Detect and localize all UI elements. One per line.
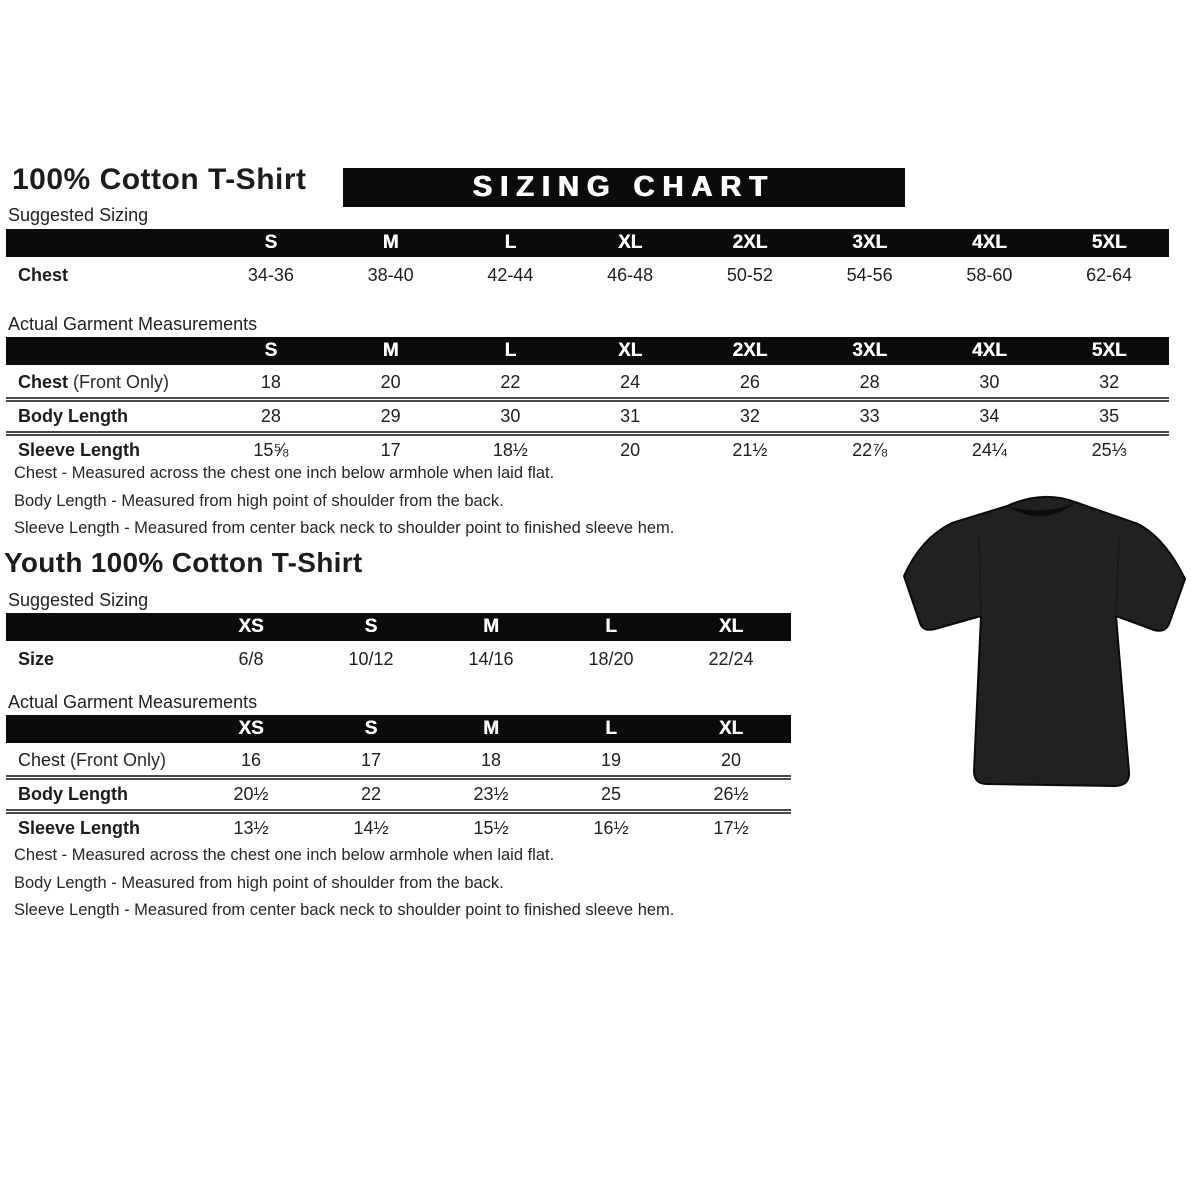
measurement-value: 31 — [620, 406, 641, 426]
size-column-header: S — [364, 718, 378, 739]
measurement-value: 24¼ — [971, 440, 1007, 460]
chest-range-value: 38-40 — [367, 265, 414, 285]
chest-range-value: 62-64 — [1086, 265, 1133, 285]
adult-suggested-sizing-label: Suggested Sizing — [8, 205, 149, 225]
note-sleeve-length: Sleeve Length - Measured from center back neck to shoulder point to finished sleeve hem. — [14, 901, 675, 919]
row-label: Sleeve Length — [18, 818, 141, 838]
measurement-value: 16½ — [593, 818, 629, 838]
chest-range-value: 58-60 — [966, 265, 1013, 285]
measurement-value: 18 — [480, 750, 502, 770]
measurement-value: 22 — [500, 372, 521, 392]
measurement-value: 30 — [979, 372, 1000, 392]
measurement-value: 18½ — [492, 440, 528, 460]
size-column-header: XL — [617, 232, 643, 253]
adult-measurements-label: Actual Garment Measurements — [8, 314, 258, 334]
youth-suggested-sizing-table — [6, 613, 791, 675]
tshirt-product-image — [895, 476, 1195, 806]
size-column-header: XL — [718, 718, 744, 739]
chest-range-value: 42-44 — [487, 265, 534, 285]
measurement-value: 33 — [859, 406, 880, 426]
size-column-header: 3XL — [852, 340, 888, 361]
size-column-header: XS — [238, 616, 264, 637]
measurement-value: 21½ — [732, 440, 768, 460]
measurement-value: 20½ — [233, 784, 269, 804]
measurement-value: 26 — [739, 372, 760, 392]
measurement-value: 25⅓ — [1091, 440, 1127, 460]
measurement-value: 19 — [600, 750, 622, 770]
measurement-value: 22 — [360, 784, 382, 804]
size-range-value: 18/20 — [588, 649, 634, 669]
adult-measurements-table — [6, 337, 1169, 465]
size-column-header: S — [264, 232, 278, 253]
measurement-value: 23½ — [473, 784, 509, 804]
size-column-header: 5XL — [1091, 340, 1127, 361]
black-tshirt-illustration — [895, 476, 1195, 806]
size-column-header: L — [504, 232, 517, 253]
youth-chest-row — [6, 746, 791, 775]
chest-range-value: 50-52 — [726, 265, 773, 285]
size-column-header: M — [382, 232, 399, 253]
adult-suggested-header-row — [6, 229, 1169, 257]
size-column-header: M — [483, 616, 499, 637]
row-label: Body Length — [18, 784, 128, 804]
size-column-header: XL — [617, 340, 643, 361]
size-range-value: 14/16 — [468, 649, 514, 669]
youth-body-length-row — [6, 775, 791, 809]
measurement-value: 25 — [600, 784, 622, 804]
sizing-chart-banner-text: SIZING CHART — [472, 171, 776, 203]
youth-measurements-header-row — [6, 715, 791, 743]
size-column-header: XS — [238, 718, 264, 739]
measurement-value: 14½ — [353, 818, 389, 838]
size-column-header: 2XL — [732, 340, 768, 361]
measurement-value: 17 — [380, 440, 401, 460]
measurement-value: 29 — [380, 406, 401, 426]
youth-suggested-sizing-label: Suggested Sizing — [8, 590, 149, 610]
note-chest: Chest - Measured across the chest one inch below armhole when laid flat. — [14, 464, 555, 482]
size-range-value: 10/12 — [348, 649, 394, 669]
measurement-value: 32 — [1099, 372, 1120, 392]
row-label: Body Length — [18, 406, 128, 426]
size-column-header: XL — [718, 616, 744, 637]
measurement-value: 28 — [859, 372, 880, 392]
measurement-value: 16 — [240, 750, 262, 770]
measurement-value: 32 — [739, 406, 760, 426]
measurement-value: 15½ — [473, 818, 509, 838]
size-column-header: M — [382, 340, 399, 361]
measurement-value: 13½ — [233, 818, 269, 838]
note-chest: Chest - Measured across the chest one inch below armhole when laid flat. — [14, 846, 555, 864]
size-column-header: L — [605, 616, 617, 637]
size-range-value: 6/8 — [238, 649, 264, 669]
measurement-value: 28 — [260, 406, 281, 426]
sizing-chart-banner — [343, 168, 905, 207]
measurement-value: 20 — [380, 372, 401, 392]
row-label: Chest (Front Only) — [18, 372, 170, 392]
adult-measurements-header-row — [6, 337, 1169, 365]
size-column-header: L — [504, 340, 517, 361]
measurement-value: 34 — [979, 406, 1000, 426]
row-label: Sleeve Length — [18, 440, 141, 460]
measurement-value: 24 — [620, 372, 641, 392]
chest-range-value: 54-56 — [846, 265, 893, 285]
measurement-value: 17 — [360, 750, 382, 770]
measurement-value: 18 — [260, 372, 281, 392]
row-label: Chest — [18, 265, 69, 285]
youth-measurements-label: Actual Garment Measurements — [8, 692, 258, 712]
adult-chest-range-row — [6, 260, 1169, 291]
youth-size-row — [6, 644, 791, 675]
size-column-header: S — [364, 616, 378, 637]
youth-measurements-table — [6, 715, 791, 843]
note-sleeve-length: Sleeve Length - Measured from center back neck to shoulder point to finished sleeve hem. — [14, 519, 675, 537]
adult-suggested-sizing-table — [6, 229, 1169, 291]
chest-range-value: 46-48 — [607, 265, 654, 285]
youth-suggested-header-row — [6, 613, 791, 641]
youth-sleeve-length-row — [6, 809, 791, 843]
size-column-header: 4XL — [971, 340, 1007, 361]
measurement-value: 30 — [500, 406, 521, 426]
size-column-header: L — [605, 718, 617, 739]
measurement-value: 20 — [720, 750, 742, 770]
measurement-value: 26½ — [713, 784, 749, 804]
adult-measurement-notes — [14, 460, 674, 543]
chest-range-value: 34-36 — [247, 265, 294, 285]
size-range-value: 22/24 — [708, 649, 754, 669]
youth-measurement-notes — [14, 842, 674, 925]
tshirt-body — [904, 497, 1185, 786]
note-body-length: Body Length - Measured from high point of shoulder from the back. — [14, 491, 504, 510]
size-column-header: 2XL — [732, 232, 768, 253]
size-column-header: S — [264, 340, 278, 361]
row-label: Size — [18, 649, 55, 669]
measurement-value: 20 — [620, 440, 641, 460]
row-label: Chest (Front Only) — [18, 750, 167, 770]
measurement-value: 15⅝ — [253, 440, 289, 460]
measurement-value: 35 — [1099, 406, 1120, 426]
adult-chest-row — [6, 368, 1169, 397]
measurement-value: 17½ — [713, 818, 749, 838]
size-column-header: M — [483, 718, 499, 739]
size-column-header: 3XL — [852, 232, 888, 253]
size-column-header: 4XL — [971, 232, 1007, 253]
adult-body-length-row — [6, 397, 1169, 431]
note-body-length: Body Length - Measured from high point of shoulder from the back. — [14, 873, 504, 892]
youth-section-title: Youth 100% Cotton T-Shirt — [4, 547, 363, 578]
size-column-header: 5XL — [1091, 232, 1127, 253]
measurement-value: 22⅞ — [852, 440, 888, 460]
page-title: 100% Cotton T-Shirt — [12, 163, 307, 196]
